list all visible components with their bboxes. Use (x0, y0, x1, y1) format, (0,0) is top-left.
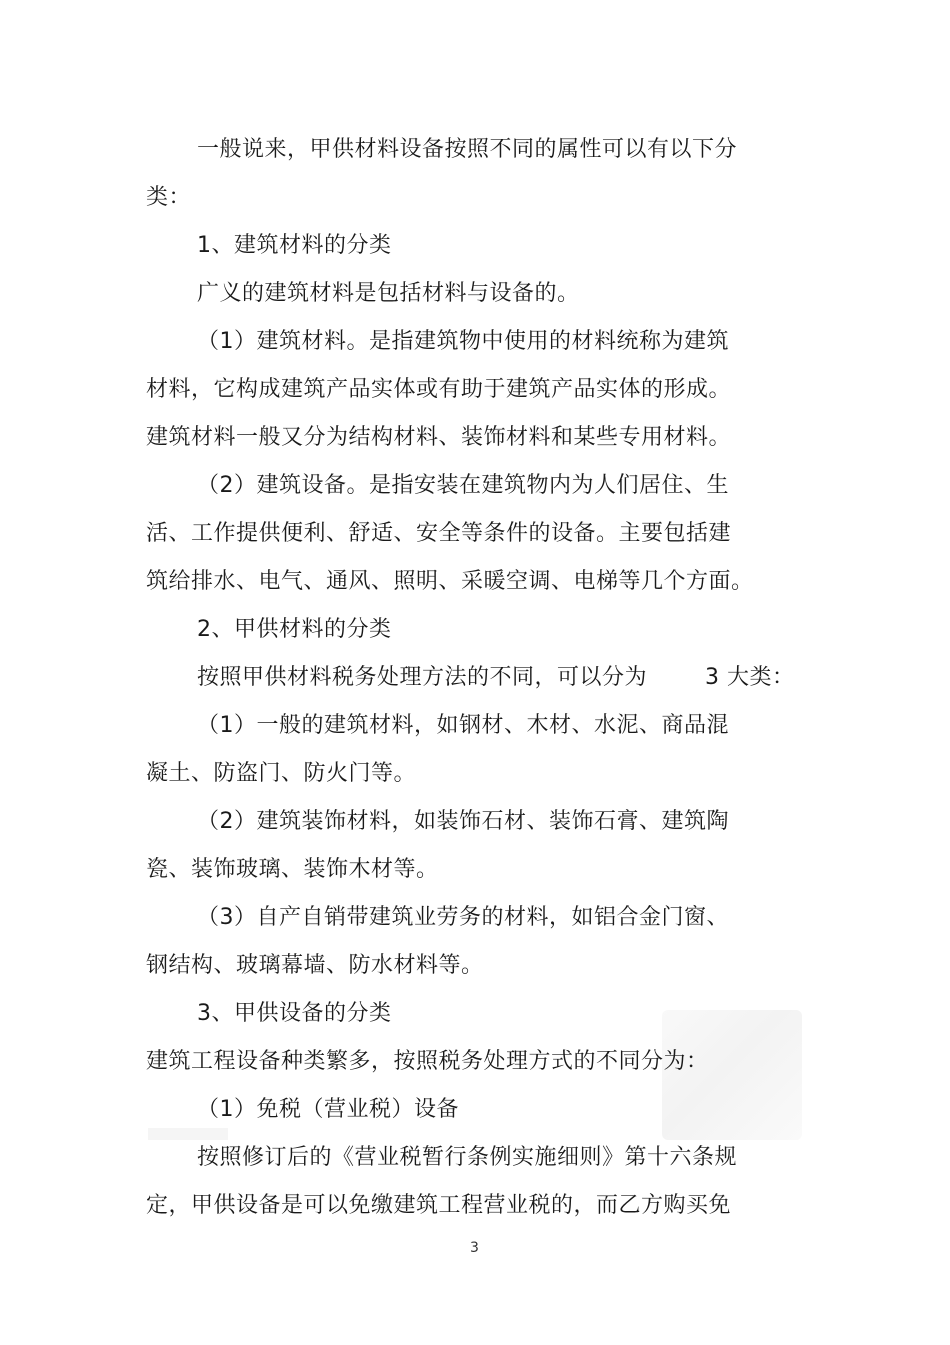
paragraph-line: （2）建筑装饰材料，如装饰石材、装饰石膏、建筑陶 (197, 809, 729, 834)
section-heading: 1、建筑材料的分类 (197, 233, 392, 258)
paragraph-line (197, 663, 795, 693)
paragraph-line: （1）免税（营业税）设备 (197, 1097, 459, 1122)
paragraph-line: （1）建筑材料。是指建筑物中使用的材料统称为建筑 (197, 329, 729, 354)
paragraph-line: 活、工作提供便利、舒适、安全等条件的设备。主要包括建 (146, 521, 732, 546)
section-heading: 3、甲供设备的分类 (197, 1001, 392, 1026)
section-heading: 2、甲供材料的分类 (197, 617, 392, 642)
paragraph-line: 筑给排水、电气、通风、照明、采暖空调、电梯等几个方面。 (146, 569, 754, 594)
paragraph-line: （1）一般的建筑材料，如钢材、木材、水泥、商品混 (197, 713, 729, 738)
page-number: 3 (470, 1240, 479, 1256)
paragraph-line: 类： (146, 185, 192, 210)
paragraph-line-part: 按照甲供材料税务处理方法的不同，可以分为 (197, 665, 648, 690)
paragraph-line: 按照修订后的《营业税暂行条例实施细则》第十六条规 (197, 1145, 738, 1170)
paragraph-line: （2）建筑设备。是指安装在建筑物内为人们居住、生 (197, 473, 729, 498)
paragraph-line: 广义的建筑材料是包括材料与设备的。 (197, 281, 580, 306)
background-watermark-text (148, 1128, 228, 1140)
paragraph-line: 钢结构、玻璃幕墙、防水材料等。 (146, 953, 484, 978)
paragraph-line: 凝土、防盗门、防火门等。 (146, 761, 417, 786)
paragraph-line: 材料，它构成建筑产品实体或有助于建筑产品实体的形成。 (146, 377, 732, 402)
paragraph-line: 建筑材料一般又分为结构材料、装饰材料和某些专用材料。 (146, 425, 732, 450)
paragraph-line-part: 3 大类： (705, 665, 795, 690)
paragraph-line: 瓷、装饰玻璃、装饰木材等。 (146, 857, 439, 882)
paragraph-line: 一般说来，甲供材料设备按照不同的属性可以有以下分 (197, 137, 738, 162)
paragraph-line: 建筑工程设备种类繁多，按照税务处理方式的不同分为： (146, 1049, 709, 1074)
paragraph-line: 定，甲供设备是可以免缴建筑工程营业税的，而乙方购买免 (146, 1193, 732, 1218)
paragraph-line: （3）自产自销带建筑业劳务的材料，如铝合金门窗、 (197, 905, 729, 930)
